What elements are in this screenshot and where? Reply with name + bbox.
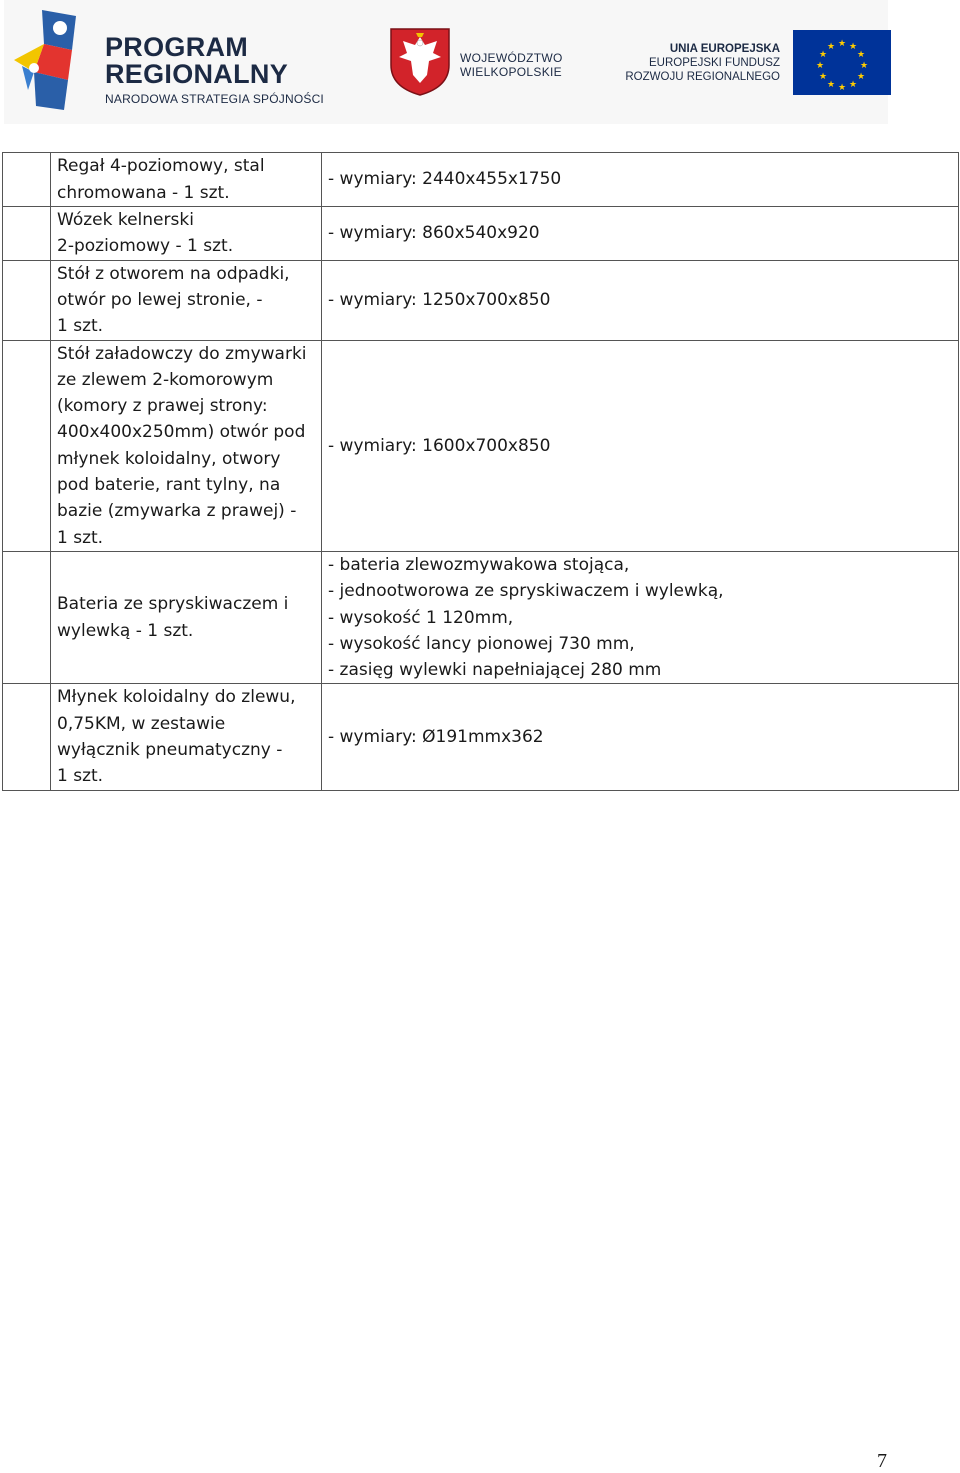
program-regionalny-logo-icon [14,10,84,112]
item-spec: - wymiary: 2440x455x1750 [328,169,562,190]
item-name: Wózek kelnerski 2-poziomowy - 1 szt. [57,210,234,257]
item-name: Młynek koloidalny do zlewu, 0,75KM, w zestawie wyłącznik pneumatyczny - 1 szt. [57,687,296,787]
page-number: 7 [877,1450,887,1472]
voivodeship-line1: WOJEWÓDZTWO [460,51,563,65]
item-name-cell [51,260,322,340]
item-spec-cell [322,340,959,551]
program-regionalny-wordmark [105,34,324,106]
table-row [3,260,959,340]
item-spec-cell [322,207,959,261]
svg-text:★: ★ [856,50,866,60]
item-name-cell [51,207,322,261]
item-name: Stół z otworem na odpadki, otwór po lewej stronie, - 1 szt. [57,263,290,337]
item-spec-cell [322,684,959,790]
eu-line1: UNIA EUROPEJSKA [669,43,780,55]
program-subtitle: NARODOWA STRATEGIA SPÓJNOŚCI [105,92,324,106]
svg-text:★: ★ [859,61,869,71]
row-number-cell [3,207,51,261]
svg-text:★: ★ [837,83,847,93]
svg-text:★: ★ [826,42,836,52]
svg-text:★: ★ [837,39,847,49]
eu-fund-text [625,42,780,84]
table-row [3,153,959,207]
svg-text:★: ★ [818,72,828,82]
table-row [3,207,959,261]
item-spec: - bateria zlewozmywakowa stojąca, - jednootworowa ze spryskiwaczem i wylewką, - wysokość 1 120mm, - wysokość lancy pionowej 730 mm, - zasięg wylewki napełniającej 280 mm [328,554,724,681]
item-spec: - wymiary: 1250x700x850 [328,289,551,310]
svg-text:★: ★ [815,61,825,71]
svg-text:★: ★ [848,80,858,90]
svg-text:★: ★ [848,42,858,52]
equipment-table [2,152,959,791]
svg-text:★: ★ [826,80,836,90]
row-number-cell [3,340,51,551]
item-name-cell [51,340,322,551]
row-number-cell [3,551,51,683]
item-spec: - wymiary: 860x540x920 [328,223,540,244]
voivodeship-name [460,51,563,79]
item-name-cell [51,551,322,683]
voivodeship-line2: WIELKOPOLSKIE [460,65,562,79]
item-spec: - wymiary: 1600x700x850 [328,435,551,456]
table-row [3,684,959,790]
item-spec: - wymiary: Ø191mmx362 [328,726,544,747]
program-title-line1: PROGRAM [105,32,249,62]
item-name: Bateria ze spryskiwaczem i wylewką - 1 szt. [57,594,289,641]
row-number-cell [3,153,51,207]
eu-line3: ROZWOJU REGIONALNEGO [625,71,780,83]
eu-flag-icon [793,30,891,95]
item-name: Regał 4-poziomowy, stal chromowana - 1 szt. [57,156,265,203]
item-spec-cell [322,551,959,683]
svg-text:★: ★ [818,50,828,60]
program-title-line2: REGIONALNY [105,59,289,89]
table-row [3,340,959,551]
item-spec-cell [322,260,959,340]
row-number-cell [3,260,51,340]
wielkopolska-eagle-crest-icon [389,27,451,97]
row-number-cell [3,684,51,790]
item-name: Stół załadowczy do zmywarki ze zlewem 2-komorowym (komory z prawej strony: 400x400x250mm) otwór pod młynek koloidalny, otwory pod baterie, rant tylny, na bazie (zmywarka z prawej) - 1 szt. [57,343,307,548]
table-row [3,551,959,683]
svg-text:★: ★ [856,72,866,82]
item-name-cell [51,153,322,207]
item-name-cell [51,684,322,790]
page-header [4,0,888,124]
item-spec-cell [322,153,959,207]
eu-line2: EUROPEJSKI FUNDUSZ [649,57,780,69]
